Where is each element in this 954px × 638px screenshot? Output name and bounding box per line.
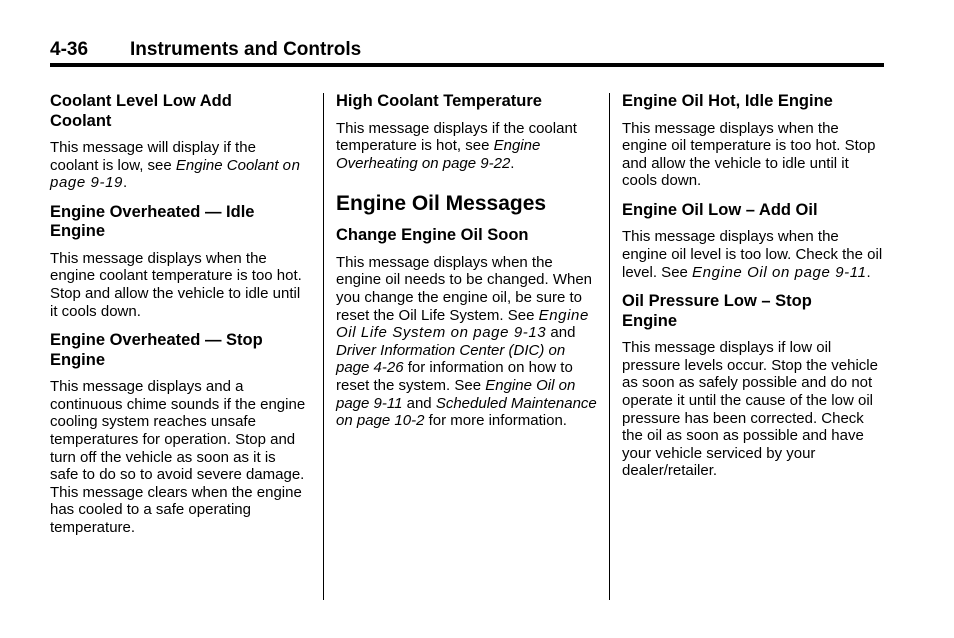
- heading-oil-pressure-low: Oil Pressure Low – Stop Engine: [622, 292, 812, 330]
- cross-reference-link[interactable]: Engine Oil on page 9-11: [336, 376, 576, 412]
- cross-reference-link[interactable]: on page 9-19: [50, 156, 301, 192]
- cross-reference-link[interactable]: Engine Coolant: [175, 156, 279, 174]
- cross-reference-link[interactable]: Engine Overheating on page 9-22: [336, 137, 541, 172]
- paragraph-high-coolant-temperature: This message displays if the coolant temperature is hot, see Engine Overheating on page 9-22.: [336, 119, 577, 172]
- heading-high-coolant-temperature: High Coolant Temperature: [336, 92, 542, 110]
- heading-engine-oil-hot: Engine Oil Hot, Idle Engine: [622, 92, 833, 110]
- paragraph-oil-pressure-low: This message displays if low oil pressure levels occur. Stop the vehicle as soon as safely possible and do not operate it until the cause of the low oil pressure has been corrected. Check the oil as soon as possible and have your vehicle serviced by your dealer/retailer.: [622, 339, 878, 480]
- page-header: [50, 38, 884, 66]
- heading-engine-overheated-idle: Engine Overheated — Idle Engine: [50, 202, 255, 241]
- heading-coolant-level-low: Coolant Level Low Add Coolant: [50, 92, 232, 130]
- heading-engine-overheated-stop: Engine Overheated — Stop Engine: [50, 331, 263, 369]
- heading-engine-oil-low: Engine Oil Low – Add Oil: [622, 200, 818, 219]
- cross-reference-link[interactable]: Engine Oil on page 9-11: [692, 263, 867, 281]
- cross-reference-link[interactable]: Driver Information Center (DIC) on page 4-26: [336, 341, 566, 377]
- column-divider-2: [609, 93, 610, 600]
- paragraph-engine-oil-low: This message displays when the engine oil level is too low. Check the oil level. See Engine Oil on page 9-11.: [622, 228, 883, 281]
- paragraph-engine-oil-hot: This message displays when the engine oil temperature is too hot. Stop and allow the vehicle to idle until it cools down.: [622, 119, 876, 190]
- page-number: 4-36: [50, 39, 89, 60]
- column-3: [622, 92, 884, 491]
- column-2: [336, 92, 598, 441]
- paragraph-change-engine-oil-soon: This message displays when the engine oil needs to be changed. When you change the engine oil, be sure to reset the Oil Life System. See Engine Oil Life System on page 9-13 and Driver Information Center (DIC) on page 4-26 for information on how to reset the system. See Engine Oil on page 9-11 and Scheduled Maintenance on page 10-2 for more information.: [336, 253, 597, 430]
- paragraph-engine-overheated-stop: This message displays and a continuous chime sounds if the engine cooling system reaches unsafe temperatures for operation. Stop and turn off the vehicle as soon as it is safe to do so to avoid severe damage. This message clears when the engine has cooled to a safe operating temperature.: [50, 378, 306, 536]
- major-heading-engine-oil-messages: Engine Oil Messages: [336, 192, 547, 216]
- header-rule: [50, 63, 884, 67]
- section-title: Instruments and Controls: [130, 39, 362, 60]
- column-1: [50, 92, 306, 548]
- cross-reference-link[interactable]: Engine Oil Life System on page 9-13: [336, 306, 589, 342]
- column-divider-1: [323, 93, 324, 600]
- paragraph-coolant-level-low: This message will display if the coolant is low, see Engine Coolant on page 9-19.: [50, 139, 301, 192]
- cross-reference-link[interactable]: Scheduled Maintenance on page 10-2: [336, 394, 597, 430]
- paragraph-engine-overheated-idle: This message displays when the engine coolant temperature is too hot. Stop and allow the vehicle to idle until it cools down.: [50, 249, 302, 320]
- heading-change-engine-oil-soon: Change Engine Oil Soon: [336, 226, 529, 245]
